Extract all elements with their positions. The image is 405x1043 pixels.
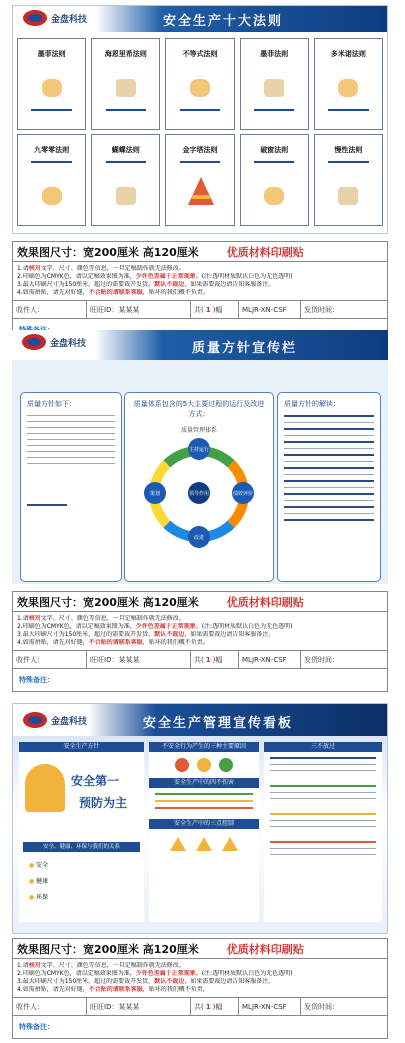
copies-count: 1 — [205, 1002, 211, 1011]
copies-pre: 共( — [194, 1002, 204, 1011]
note-text: 2.印刷色为CMYK色，请以定稿效果图为准， — [17, 970, 136, 977]
note-highlight: 不合贴的请联系客服 — [88, 639, 143, 646]
note-text: 2.印刷色为CMYK色，请以定稿效果图为准， — [17, 623, 136, 630]
cartoon-illustration — [42, 187, 62, 205]
rule-card — [91, 134, 160, 226]
text-line — [284, 513, 374, 514]
note-highlight: 少许色差属于正常现象 — [135, 970, 196, 977]
brand-label: 优质材料印刷贴 — [226, 595, 304, 609]
text-line — [284, 487, 374, 488]
text-line — [270, 813, 376, 815]
print-info-table — [12, 591, 388, 692]
bullet-icon: ● — [29, 894, 35, 901]
text-line — [270, 764, 376, 765]
text-line — [284, 474, 374, 475]
text-line — [27, 504, 67, 506]
rule-card — [91, 38, 160, 130]
text-line — [284, 428, 374, 430]
text-line — [284, 454, 374, 456]
text-line — [284, 519, 374, 521]
copies-field[interactable] — [191, 301, 239, 318]
note-text: 。(注:透明材质默认白色为无色透明) — [195, 970, 293, 977]
note-highlight: 不合贴的请联系客服 — [88, 289, 143, 296]
ship-time-field[interactable]: 发货时间： — [304, 655, 339, 664]
copies-field[interactable] — [191, 651, 239, 668]
note-text: ，如果需要裁边请告知客服备注。 — [184, 631, 275, 638]
text-line — [31, 161, 71, 163]
text-line — [284, 441, 374, 443]
text-line — [284, 415, 374, 417]
system-column — [124, 392, 274, 582]
rule-title: 九零零法则 — [34, 146, 70, 154]
policy-column — [20, 392, 122, 582]
note-line — [17, 639, 383, 647]
rules-grid — [17, 38, 383, 226]
cause-icon — [219, 758, 233, 772]
rule-title: 墨菲法则 — [260, 50, 289, 58]
notes-block — [13, 959, 387, 998]
cartoon-illustration — [116, 79, 136, 97]
company-logo — [23, 10, 87, 26]
relation-label: 安全 — [36, 862, 49, 869]
note-highlight: 核对 — [28, 265, 41, 272]
bullet-icon: ● — [29, 878, 35, 885]
note-text: 文字、尺寸、颜色等信息，一旦定稿制作就无法修改。 — [40, 962, 185, 969]
text-line — [270, 848, 376, 849]
logo-icon — [23, 712, 47, 728]
cause-icon — [197, 758, 211, 772]
text-line — [284, 467, 374, 469]
notes-block — [13, 262, 387, 301]
size-row — [13, 939, 387, 959]
copies-count: 1 — [205, 305, 211, 314]
text-line — [27, 457, 115, 458]
relation-item — [29, 860, 48, 869]
text-line — [270, 798, 376, 799]
logo-icon — [23, 10, 47, 26]
text-line — [27, 451, 115, 452]
rule-title: 海恩里希法则 — [104, 50, 147, 58]
copies-pre: 共( — [194, 305, 204, 314]
rule-title: 蝴蝶法则 — [111, 146, 140, 154]
product-code: MLJR-XN-CSF — [239, 651, 301, 668]
copies-post: )幅 — [212, 1002, 223, 1011]
copies-post: )幅 — [212, 305, 223, 314]
rule-card — [314, 38, 383, 130]
copies-post: )幅 — [212, 655, 223, 664]
company-logo — [22, 334, 86, 350]
cartoon-illustration — [116, 187, 136, 205]
brand-label: 优质材料印刷贴 — [226, 942, 304, 956]
relation-item — [29, 892, 48, 901]
note-line — [17, 281, 383, 289]
text-line — [155, 800, 253, 802]
note-highlight: 不合贴的请联系客服 — [88, 986, 143, 993]
cause-icon — [175, 758, 189, 772]
copies-field[interactable] — [191, 998, 239, 1015]
company-logo — [23, 712, 87, 728]
text-line — [27, 421, 115, 422]
node-evaluation: 绩效评价 — [232, 482, 254, 504]
text-line — [270, 770, 376, 771]
text-line — [155, 793, 253, 795]
text-line — [31, 109, 71, 111]
warning-icon — [196, 837, 212, 851]
text-line — [27, 445, 115, 446]
copies-pre: 共( — [194, 655, 204, 664]
panel-title: 安全生产方针 — [19, 742, 144, 752]
note-text: ，贴坏的我们概不负责。 — [142, 289, 209, 296]
note-text: 1.请 — [17, 615, 29, 622]
text-line — [106, 161, 146, 163]
relation-title: 安全、健康、环保与我们的关系 — [23, 842, 140, 852]
note-highlight: 默认不裁边 — [154, 281, 185, 288]
panel-title: 安全生产中的三点控制 — [149, 819, 259, 829]
board-header — [13, 704, 387, 736]
size-row — [13, 592, 387, 612]
note-text: 4.如需拼贴，请先对好缝， — [17, 639, 89, 646]
text-line — [284, 435, 374, 436]
warning-icon — [170, 837, 186, 851]
note-text: ，如果需要裁边请告知客服备注。 — [184, 281, 275, 288]
meta-row — [13, 998, 387, 1016]
receiver-field[interactable]: 收件人： — [13, 998, 87, 1015]
logo-text: 金盘科技 — [50, 338, 87, 349]
board-header — [12, 330, 388, 360]
text-line — [284, 493, 374, 495]
note-highlight: 少许色差属于正常现象 — [135, 623, 196, 630]
text-line — [270, 785, 376, 787]
note-text: 3.最大印刷尺寸为150厘米，超过的需要裁开发货， — [17, 631, 155, 638]
print-info-table — [12, 241, 388, 342]
relation-item — [29, 876, 48, 885]
text-line — [155, 807, 253, 809]
panel-title: 安全生产中的四不伤害 — [149, 778, 259, 788]
note-highlight: 少许色差属于正常现象 — [135, 273, 196, 280]
text-line — [284, 480, 374, 482]
note-line — [17, 273, 383, 281]
print-info-table — [12, 938, 388, 1039]
text-line — [27, 433, 115, 434]
copies-count: 1 — [205, 655, 211, 664]
node-operation: 主持运行 — [188, 438, 210, 460]
note-text: 4.如需拼贴，请先对好缝， — [17, 289, 89, 296]
process-cycle-diagram — [139, 438, 259, 548]
panel-title: 三不放过 — [264, 742, 382, 752]
note-line — [17, 986, 383, 994]
note-text: ，贴坏的我们概不负责。 — [142, 986, 209, 993]
bullet-icon: ● — [29, 862, 35, 869]
rule-card — [240, 134, 309, 226]
cartoon-illustration — [338, 79, 358, 97]
slogan-sub: 预防为主 — [79, 796, 128, 810]
remark-field[interactable]: 特殊备注： — [19, 676, 54, 684]
text-line — [180, 109, 220, 111]
text-line — [254, 161, 294, 163]
rule-title: 墨菲法则 — [37, 50, 66, 58]
board-title: 安全生产十大法则 — [163, 14, 284, 29]
note-highlight: 默认不裁边 — [154, 978, 185, 985]
rule-card — [165, 134, 234, 226]
board-header — [13, 6, 387, 32]
ship-time-field[interactable]: 发货时间： — [304, 1002, 339, 1011]
board-title: 质量方针宣传栏 — [192, 341, 298, 356]
node-planning: 策划 — [144, 482, 166, 504]
warning-icon — [222, 837, 238, 851]
text-line — [328, 161, 368, 163]
note-highlight: 核对 — [28, 615, 41, 622]
cause-icons — [149, 758, 259, 772]
text-line — [284, 448, 374, 449]
text-line — [254, 109, 294, 111]
relation-label: 环保 — [36, 894, 49, 901]
cartoon-illustration — [190, 79, 210, 97]
meta-row — [13, 651, 387, 669]
size-text: 效果图尺寸：宽200厘米 高120厘米 — [17, 245, 199, 259]
text-line — [27, 463, 115, 464]
cartoon-illustration — [42, 79, 62, 97]
text-line — [270, 826, 376, 827]
ship-time-field[interactable]: 发货时间： — [304, 305, 339, 314]
note-text: ，如果需要裁边请告知客服备注。 — [184, 978, 275, 985]
note-text: 。(注:透明材质默认白色为无色透明) — [195, 623, 293, 630]
rule-title: 不等式法则 — [182, 50, 218, 58]
column-heading: 质量体系包含的5大主要过程的运行及改进方式： — [133, 400, 265, 418]
relation-label: 健康 — [36, 878, 49, 885]
size-text: 效果图尺寸：宽200厘米 高120厘米 — [17, 942, 199, 956]
cartoon-illustration — [338, 187, 358, 205]
note-text: 文字、尺寸、颜色等信息，一旦定稿制作就无法修改。 — [40, 265, 185, 272]
note-line — [17, 962, 383, 970]
logo-text: 金盘科技 — [51, 716, 88, 727]
rule-title: 多米诺法则 — [330, 50, 366, 58]
notes-block — [13, 612, 387, 651]
text-line — [27, 439, 115, 440]
cartoon-illustration — [264, 187, 284, 205]
note-text: ，贴坏的我们概不负责。 — [142, 639, 209, 646]
system-label: 质量管理体系 — [180, 427, 217, 434]
note-line — [17, 623, 383, 631]
text-line — [328, 109, 368, 111]
text-line — [270, 792, 376, 793]
text-line — [270, 841, 376, 843]
note-text: 3.最大印刷尺寸为150厘米，超过的需要裁开发货， — [17, 281, 155, 288]
text-line — [106, 109, 146, 111]
middle-panels — [149, 742, 259, 922]
size-row — [13, 242, 387, 262]
board-safety-rules — [12, 5, 388, 234]
text-line — [284, 506, 374, 508]
note-text: 1.请 — [17, 265, 29, 272]
rule-title: 慢性法则 — [334, 146, 363, 154]
board-safety-management — [12, 703, 388, 934]
node-leadership: 领导作用 — [188, 482, 210, 504]
rule-title: 破窗法则 — [260, 146, 289, 154]
size-text: 效果图尺寸：宽200厘米 高120厘米 — [17, 595, 199, 609]
receiver-field[interactable]: 收件人： — [13, 301, 87, 318]
note-highlight: 核对 — [28, 962, 41, 969]
note-text: 1.请 — [17, 962, 29, 969]
note-highlight: 默认不裁边 — [154, 631, 185, 638]
text-line — [27, 427, 115, 428]
text-line — [270, 854, 376, 855]
note-text: 4.如需拼贴，请先对好缝， — [17, 986, 89, 993]
rule-card — [17, 134, 86, 226]
brand-label: 优质材料印刷贴 — [226, 245, 304, 259]
text-line — [27, 415, 115, 416]
note-text: 3.最大印刷尺寸为150厘米，超过的需要裁开发货， — [17, 978, 155, 985]
board-quality-policy — [12, 330, 388, 584]
logo-text: 金盘科技 — [51, 14, 88, 25]
rule-title: 金字塔法则 — [182, 146, 218, 154]
cartoon-illustration — [264, 79, 284, 97]
policy-panel — [19, 742, 144, 922]
product-code: MLJR-XN-CSF — [239, 998, 301, 1015]
pyramid-icon — [188, 177, 214, 205]
rule-card — [165, 38, 234, 130]
note-line — [17, 970, 383, 978]
text-line — [270, 820, 376, 821]
board-title: 安全生产管理宣传看板 — [143, 716, 294, 731]
meta-row — [13, 301, 387, 319]
slogan-main: 安全第一 — [71, 774, 120, 788]
three-not-let-go-panel — [264, 742, 382, 922]
wangwang-field[interactable]: 旺旺ID：某某某 — [87, 301, 191, 318]
product-code: MLJR-XN-CSF — [239, 301, 301, 318]
panel-title: 不安全行为产生的三种主要原因 — [149, 742, 259, 752]
node-improvement: 改进 — [188, 526, 210, 548]
text-line — [180, 161, 220, 163]
text-line — [270, 757, 376, 759]
column-heading: 质量方针的解读： — [284, 400, 340, 408]
safety-helmet-icon — [25, 764, 65, 812]
rule-card — [17, 38, 86, 130]
note-line — [17, 615, 383, 623]
logo-icon — [22, 334, 46, 350]
text-line — [284, 500, 374, 501]
text-line — [284, 461, 374, 462]
rule-card — [314, 134, 383, 226]
text-line — [284, 422, 374, 423]
note-line — [17, 265, 383, 273]
note-text: 文字、尺寸、颜色等信息，一旦定稿制作就无法修改。 — [40, 615, 185, 622]
note-line — [17, 631, 383, 639]
note-line — [17, 978, 383, 986]
wangwang-field[interactable]: 旺旺ID：某某某 — [87, 998, 191, 1015]
note-text: 2.印刷色为CMYK色，请以定稿效果图为准， — [17, 273, 136, 280]
note-line — [17, 289, 383, 297]
note-text: 。(注:透明材质默认白色为无色透明) — [195, 273, 293, 280]
interpretation-column — [277, 392, 381, 582]
wangwang-field[interactable]: 旺旺ID：某某某 — [87, 651, 191, 668]
column-heading: 质量方针如下： — [27, 400, 76, 408]
receiver-field[interactable]: 收件人： — [13, 651, 87, 668]
warning-icons — [149, 837, 259, 851]
rule-card — [240, 38, 309, 130]
remark-field[interactable]: 特殊备注： — [19, 1023, 54, 1031]
